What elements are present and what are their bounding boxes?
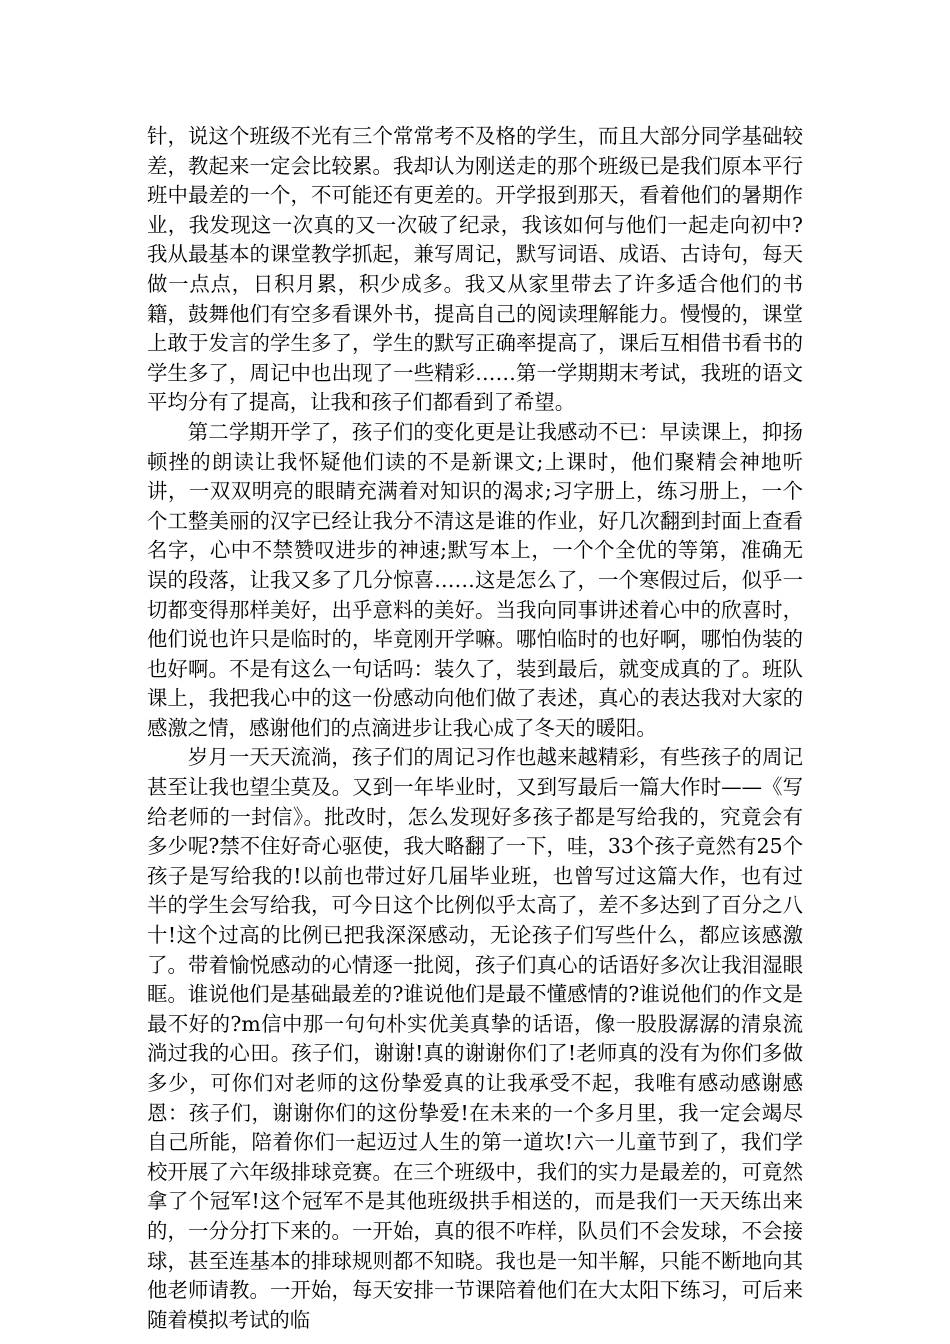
document-page bbox=[147, 122, 803, 1335]
paragraph-2: 第二学期开学了，孩子们的变化更是让我感动不已：早读课上，抑扬顿挫的朗读让我怀疑他们读的不是新课文;上课时，他们聚精会神地听讲，一双双明亮的眼睛充满着对知识的渴求;习字册上，练习册上，一个个工整美丽的汉字已经让我分不清这是谁的作业，好几次翻到封面上查看名字，心中不禁赞叹进步的神速;默写本上，一个个全优的等第，准确无误的段落，让我又多了几分惊喜……这是怎么了，一个寒假过后，似乎一切都变得那样美好，出乎意料的美好。当我向同事讲述着心中的欣喜时，他们说也许只是临时的，毕竟刚开学嘛。哪怕临时的也好啊，哪怕伪装的也好啊。不是有这么一句话吗：装久了，装到最后，就变成真的了。班队课上，我把我心中的这一份感动向他们做了表述，真心的表达我对大家的感激之情，感谢他们的点滴进步让我心成了冬天的暖阳。 bbox=[147, 419, 803, 740]
paragraph-1: 针，说这个班级不光有三个常常考不及格的学生，而且大部分同学基础较差，教起来一定会比较累。我却认为刚送走的那个班级已是我们原本平行班中最差的一个，不可能还有更差的。开学报到那天，看着他们的暑期作业，我发现这一次真的又一次破了纪录，我该如何与他们一起走向初中?我从最基本的课堂教学抓起，兼写周记，默写词语、成语、古诗句，每天做一点点，日积月累，积少成多。我又从家里带去了许多适合他们的书籍，鼓舞他们有空多看课外书，提高自己的阅读理解能力。慢慢的，课堂上敢于发言的学生多了，学生的默写正确率提高了，课后互相借书看书的学生多了，周记中也出现了一些精彩……第一学期期末考试，我班的语文平均分有了提高，让我和孩子们都看到了希望。 bbox=[147, 124, 803, 415]
paragraph-3: 岁月一天天流淌，孩子们的周记习作也越来越精彩，有些孩子的周记甚至让我也望尘莫及。又到一年毕业时，又到写最后一篇大作时——《写给老师的一封信》。批改时，怎么发现好多孩子都是写给我的，究竟会有多少呢?禁不住好奇心驱使，我大略翻了一下，哇，33个孩子竟然有25个孩子是写给我的!以前也带过好几届毕业班，也曾写过这篇大作，也有过半的学生会写给我，可今日这个比例似乎太高了，差不多达到了百分之八十!这个过高的比例已把我深深感动，无论孩子们写些什么，都应该感激了。带着愉悦感动的心情逐一批阅，孩子们真心的话语好多次让我泪湿眼眶。谁说他们是基础最差的?谁说他们是最不懂感情的?谁说他们的作文是最不好的?m信中那一句句朴实优美真挚的话语，像一股股潺潺的清泉流淌过我的心田。孩子们，谢谢!真的谢谢你们了!老师真的没有为你们多做多少，可你们对老师的这份挚爱真的让我承受不起，我唯有感动感谢感恩：孩子们，谢谢你们的这份挚爱!在未来的一个多月里，我一定会竭尽自己所能，陪着你们一起迈过人生的第一道坎!六一儿童节到了，我们学校开展了六年级排球竞赛。在三个班级中，我们的实力是最差的，可竟然拿了个冠军!这个冠军不是其他班级拱手相送的，而是我们一天天练出来的，一分分打下来的。一开始，真的很不咋样，队员们不会发球，不会接球，甚至连基本的排球规则都不知晓。我也是一知半解，只能不断地向其他老师请教。一开始，每天安排一节课陪着他们在大太阳下练习，可后来随着模拟考试的临 bbox=[147, 745, 803, 1332]
